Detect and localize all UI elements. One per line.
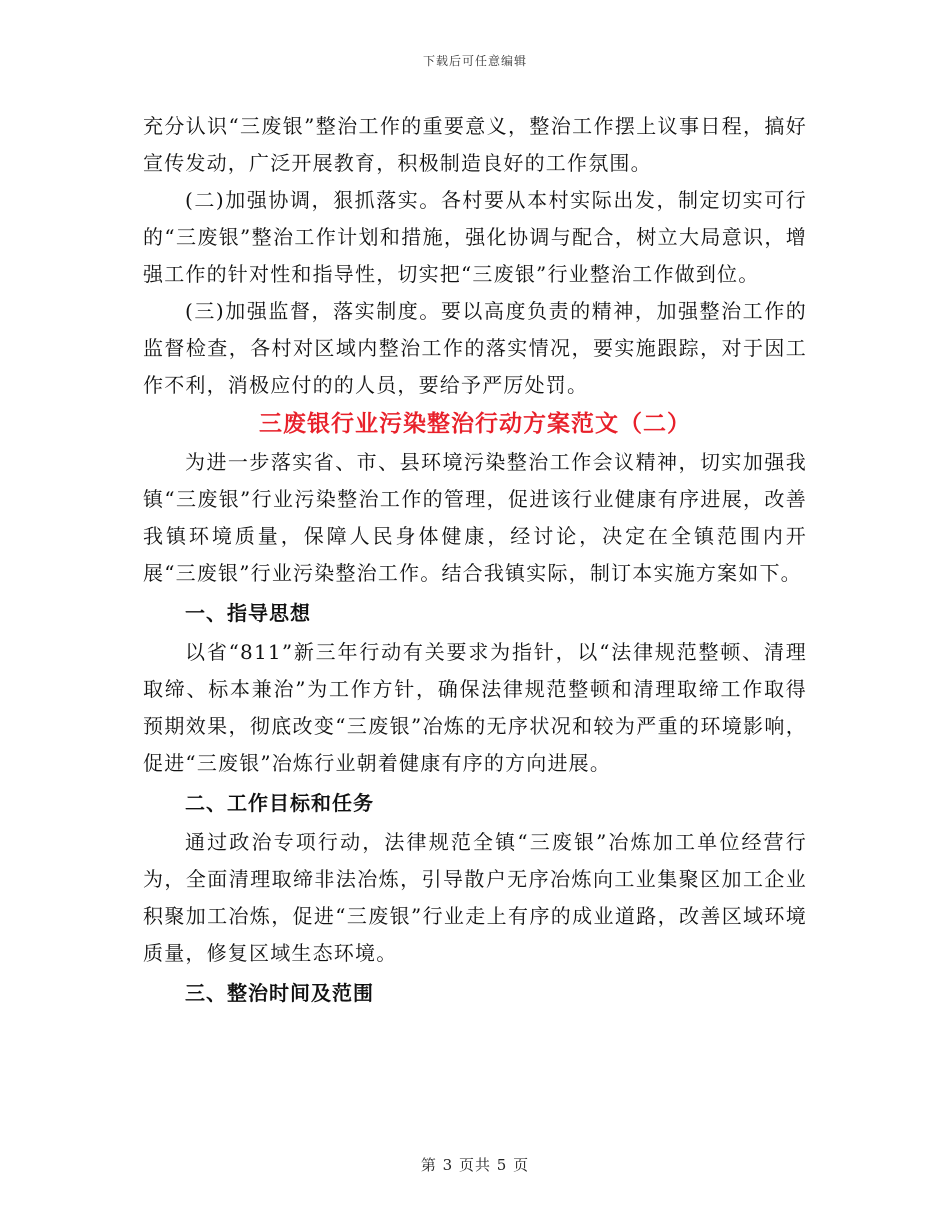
paragraph-goals-tasks: 通过政治专项行动，法律规范全镇“三废银”冶炼加工单位经营行为，全面清理取缔非法冶炼，引导散户无序冶炼向工业集聚区加工企业积聚加工冶炼，促进“三废银”行业走上有序的成业道路，改善区域环境质量，修复区域生态环境。 [143, 830, 807, 965]
document-body [143, 108, 807, 1014]
heading-guiding-thought: 一、指导思想 [185, 601, 311, 625]
paragraph-coordination: (二)加强协调，狠抓落实。各村要从本村实际出发，制定切实可行的“三废银”整治工作计划和措施，强化协调与配合，树立大局意识，增强工作的针对性和指导性，切实把“三废银”行业整治工作做到位。 [143, 188, 807, 286]
heading-time-scope: 三、整治时间及范围 [185, 981, 374, 1005]
page-footer: 第 3 页共 5 页 [420, 1156, 530, 1174]
paragraph-guiding-thought: 以省“811”新三年行动有关要求为指针，以“法律规范整顿、清理取缔、标本兼治”为工作方针，确保法律规范整顿和清理取缔工作取得预期效果，彻底改变“三废银”冶炼的无序状况和较为严重的环境影响，促进“三废银”冶炼行业朝着健康有序的方向进展。 [143, 640, 807, 775]
paragraph-intro: 为进一步落实省、市、县环境污染整治工作会议精神，切实加强我镇“三废银”行业污染整治工作的管理，促进该行业健康有序进展，改善我镇环境质量，保障人民身体健康，经讨论，决定在全镇范围内开展“三废银”行业污染整治工作。结合我镇实际，制订本实施方案如下。 [143, 450, 807, 585]
paragraph-supervision: (三)加强监督，落实制度。要以高度负责的精神，加强整治工作的监督检查，各村对区域内整治工作的落实情况，要实施跟踪，对于因工作不利，消极应付的的人员，要给予严厉处罚。 [143, 299, 807, 397]
paragraph-awareness: 充分认识“三废银”整治工作的重要意义，整治工作摆上议事日程，搞好宣传发动，广泛开展教育，积极制造良好的工作氛围。 [143, 114, 807, 175]
heading-goals-tasks: 二、工作目标和任务 [185, 791, 374, 815]
section-title: 三废银行业污染整治行动方案范文（二） [259, 410, 691, 437]
page-header: 下载后可任意编辑 [422, 54, 527, 68]
